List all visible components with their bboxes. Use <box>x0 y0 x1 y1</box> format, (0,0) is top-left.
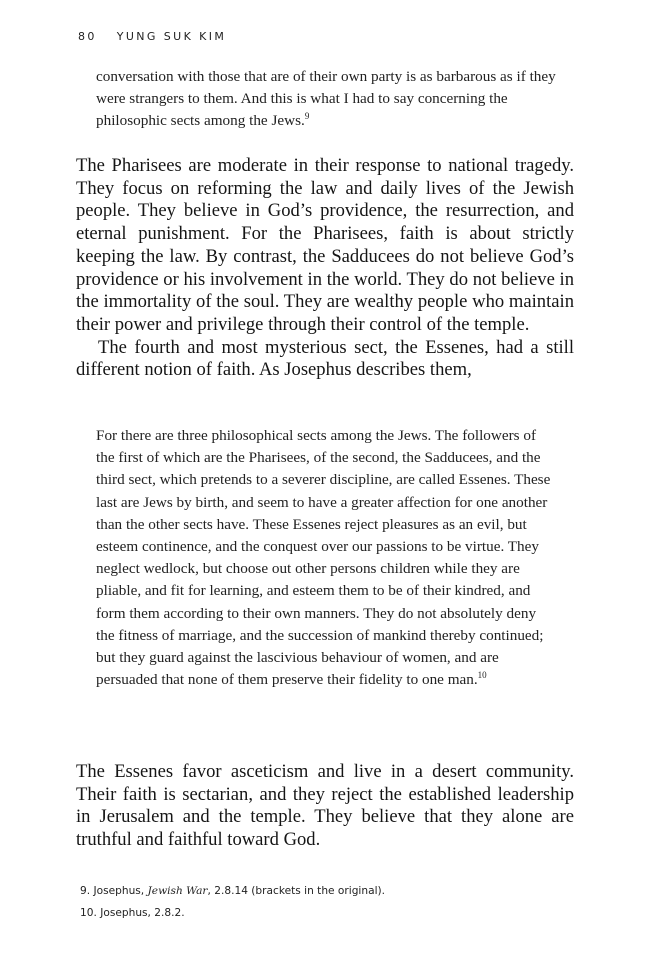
footnote-9 <box>80 880 385 902</box>
block-quote-2-text: For there are three philosophical sects among the Jews. The followers of the first of which are the Pharisees, of the second, the Sadducees, and the third sect, which pretends to a severer discipline, are called Essenes. These last are Jews by birth, and seem to have a greater affection for one another than the other sects have. These Essenes reject pleasures as an evil, but esteem continence, and the conquest over our passions to be virtue. They neglect wedlock, but choose out other persons children while they are pliable, and fit for learning, and esteem them to be of their kindred, and form them according to their own manners. They do not absolutely deny the fitness of marriage, and the succession of mankind thereby continued; but they guard against the lascivious behaviour of women, and are persuaded that none of them preserve their fidelity to one man. <box>96 427 551 689</box>
paragraph-essenes: The Essenes favor asceticism and live in a desert community. Their faith is sectarian, and they reject the established leadership in Jerusalem and the temple. They believe that they alone are truthful and faithful toward God. <box>76 761 574 851</box>
author-name: YUNG SUK KIM <box>116 30 227 43</box>
footnote-9-rest: , 2.8.14 (brackets in the original). <box>207 885 386 897</box>
paragraph-essenes-intro: The fourth and most mysterious sect, the Essenes, had a still different notion of faith. As Josephus describes them, <box>76 336 574 381</box>
footnote-10-text: Josephus, 2.8.2. <box>100 907 185 919</box>
footnote-10 <box>80 902 385 924</box>
body-section-2 <box>76 761 574 852</box>
footnote-9-number: 9. <box>80 885 91 897</box>
footnote-9-title: Jewish War <box>147 885 208 897</box>
footnotes <box>80 880 385 924</box>
footnote-ref-9[interactable]: 9 <box>304 111 310 122</box>
block-quote-1 <box>96 66 556 133</box>
block-quote-2 <box>96 425 556 691</box>
block-quote-1-text: conversation with those that are of their own party is as barbarous as if they were strangers to them. And this is what I had to say concerning the philosophic sects among the Jews. <box>96 68 556 130</box>
footnote-10-number: 10. <box>80 907 97 919</box>
footnote-9-author: Josephus, <box>93 885 145 897</box>
page-number: 80 <box>78 30 97 43</box>
footnote-ref-10[interactable]: 10 <box>477 670 487 681</box>
paragraph-pharisees: The Pharisees are moderate in their response to national tragedy. They focus on reforming the law and daily lives of the Jewish people. They believe in God’s providence, the resurrection, and eternal punishment. For the Pharisees, faith is about strictly keeping the law. By contrast, the Sadducees do not believe God’s providence or his involvement in the world. They do not believe in the immortality of the soul. They are wealthy people who maintain their power and privilege through their control of the temple. <box>76 155 574 335</box>
running-head <box>78 30 226 43</box>
body-section-1 <box>76 155 574 382</box>
